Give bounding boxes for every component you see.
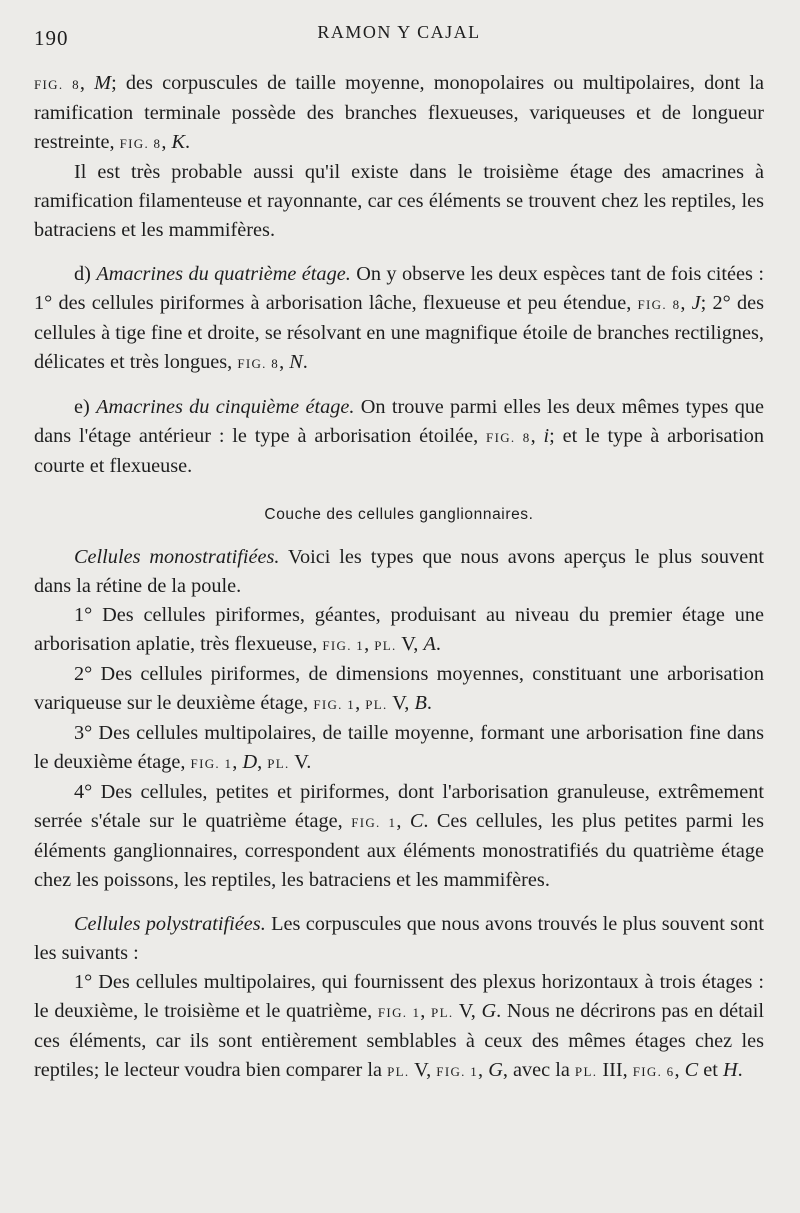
italic-text: Amacrines du cinquième étage. xyxy=(96,396,355,418)
figure-reference: FIG. 8 xyxy=(486,430,531,445)
text-run: , xyxy=(478,1059,489,1081)
section-heading xyxy=(34,506,764,524)
figure-reference: FIG. 1 xyxy=(322,638,365,653)
text-run: On trouve parmi elles les deux mêmes types que dans l'étage antérieur : le type à arborisation étoilée, xyxy=(34,396,764,447)
text-run: V, xyxy=(453,1000,482,1022)
text-run: III, xyxy=(597,1059,633,1081)
text-run: , xyxy=(364,633,375,655)
figure-reference: PL. xyxy=(387,1064,410,1079)
text-run: 1° Des cellules piriformes, géantes, produisant au niveau du premier étage une arborisation aplatie, très flexueuse, xyxy=(34,604,764,655)
text-run: , xyxy=(680,292,692,314)
italic-text: Cellules monostratifiées. xyxy=(74,546,280,568)
italic-text: J xyxy=(691,292,701,314)
figure-reference: FIG. 1 xyxy=(190,756,233,771)
text-run: 3° Des cellules multipolaires, de taille moyenne, formant une arborisation fine dans le deuxième étage, xyxy=(34,722,764,773)
text-run: . Ces cellules, les plus petites parmi les éléments ganglionnaires, correspondent aux éléments monostratifiés du quatrième étage chez les poissons, les reptiles, les batraciens et les mammifères. xyxy=(34,810,765,891)
paragraph-p7 xyxy=(34,660,764,719)
paragraph-p6 xyxy=(34,601,764,660)
text-run: , xyxy=(257,751,268,773)
italic-text: Cellules polystratifiées. xyxy=(74,913,266,935)
italic-text: C xyxy=(409,810,424,832)
paragraph-p1 xyxy=(34,69,764,158)
paragraph-p5 xyxy=(34,543,764,601)
italic-text: H xyxy=(722,1059,738,1081)
figure-reference: PL. xyxy=(365,697,388,712)
italic-text: i xyxy=(543,425,550,447)
italic-text: M xyxy=(94,72,112,94)
text-run: , avec la xyxy=(502,1059,575,1081)
italic-text: D xyxy=(242,751,258,773)
text-run: V. xyxy=(289,751,312,773)
page-header xyxy=(34,18,764,62)
text-run: , xyxy=(161,131,172,153)
figure-reference: PL. xyxy=(267,756,290,771)
figure-reference: PL. xyxy=(374,638,397,653)
paragraph-p8 xyxy=(34,719,764,778)
text-run: ; des corpuscules de taille moyenne, monopolaires ou multipolaires, dont la ramification terminale possède des branches flexueuses, variqueuses et de longueur restreinte, xyxy=(34,72,765,153)
body-text xyxy=(34,69,764,1086)
text-run: ; et le type à arborisation courte et flexueuse. xyxy=(34,425,765,477)
text-run: et xyxy=(698,1059,723,1081)
text-run: . xyxy=(435,633,441,655)
italic-text: G xyxy=(481,1000,497,1022)
figure-reference: FIG. 1 xyxy=(436,1064,479,1079)
text-run: , xyxy=(674,1059,685,1081)
text-run: d) xyxy=(74,263,97,285)
figure-reference: FIG. 8 xyxy=(237,356,280,371)
text-run: , xyxy=(79,72,95,94)
text-run: 1° Des cellules multipolaires, qui fournissent des plexus horizontaux à trois étages : le deuxième, le troisième et le quatrième, xyxy=(34,971,764,1022)
text-run: V, xyxy=(396,633,424,655)
text-run: V, xyxy=(409,1059,437,1081)
text-run: , xyxy=(530,425,544,447)
text-run: ; 2° des cellules à tige fine et droite, se résolvant en une magnifique étoile de branches rectilignes, délicates et très longues, xyxy=(34,292,765,373)
paragraph-p3 xyxy=(34,260,764,378)
italic-text: A xyxy=(423,633,436,655)
figure-reference: FIG. 8 xyxy=(34,77,80,92)
text-run: . xyxy=(737,1059,743,1081)
text-run: e) xyxy=(74,396,97,418)
italic-text: B xyxy=(414,692,427,714)
italic-text: Amacrines du quatrième étage. xyxy=(96,263,351,285)
italic-text: K xyxy=(171,131,186,153)
text-run: Couche des cellules ganglionnaires. xyxy=(264,506,534,523)
paragraph-p4 xyxy=(34,393,764,481)
paragraph-p11 xyxy=(34,968,764,1086)
figure-reference: PL. xyxy=(431,1005,454,1020)
text-run: 2° Des cellules piriformes, de dimensions moyennes, constituant une arborisation variqueuse sur le deuxième étage, xyxy=(34,663,764,714)
text-run: , xyxy=(279,351,290,373)
text-run: 4° Des cellules, petites et piriformes, dont l'arborisation granuleuse, extrêmement serrée s'étale sur le quatrième étage, xyxy=(34,781,764,832)
text-run: Les corpuscules que nous avons trouvés le plus souvent sont les suivants : xyxy=(34,913,764,964)
text-run: . xyxy=(302,351,308,373)
figure-reference: FIG. 8 xyxy=(637,297,681,312)
figure-reference: FIG. 6 xyxy=(632,1064,675,1079)
figure-reference: FIG. 8 xyxy=(119,136,162,151)
text-run: , xyxy=(396,810,410,832)
page-number: 190 xyxy=(34,26,69,50)
figure-reference: FIG. 1 xyxy=(313,697,356,712)
text-run: . xyxy=(426,692,432,714)
italic-text: G xyxy=(488,1059,503,1081)
text-run: . Nous ne décrirons pas en détail ces éléments, car ils sont entièrement semblables à ceux des mêmes étages chez les reptiles; le lecteur voudra bien comparer la xyxy=(34,1000,765,1081)
text-run: V, xyxy=(387,692,415,714)
text-run: Voici les types que nous avons aperçus le plus souvent dans la rétine de la poule. xyxy=(34,546,764,597)
italic-text: C xyxy=(684,1059,699,1081)
text-run: . xyxy=(185,131,191,153)
running-head: RAMON Y CAJAL xyxy=(317,22,481,42)
text-run: On y observe les deux espèces tant de fois citées : 1° des cellules piriformes à arborisation lâche, flexueuse et peu étendue, xyxy=(34,263,764,314)
italic-text: N xyxy=(289,351,303,373)
text-run: , xyxy=(232,751,243,773)
paragraph-p9 xyxy=(34,778,764,895)
figure-reference: PL. xyxy=(574,1064,598,1079)
figure-reference: FIG. 1 xyxy=(351,815,397,830)
text-run: , xyxy=(355,692,366,714)
text-run: Il est très probable aussi qu'il existe dans le troisième étage des amacrines à ramification filamenteuse et rayonnante, car ces éléments se trouvent chez les reptiles, les batraciens et les mammifères. xyxy=(34,161,764,241)
figure-reference: FIG. 1 xyxy=(377,1005,421,1020)
paragraph-p2 xyxy=(34,158,764,245)
text-run: , xyxy=(420,1000,432,1022)
paragraph-p10 xyxy=(34,910,764,968)
